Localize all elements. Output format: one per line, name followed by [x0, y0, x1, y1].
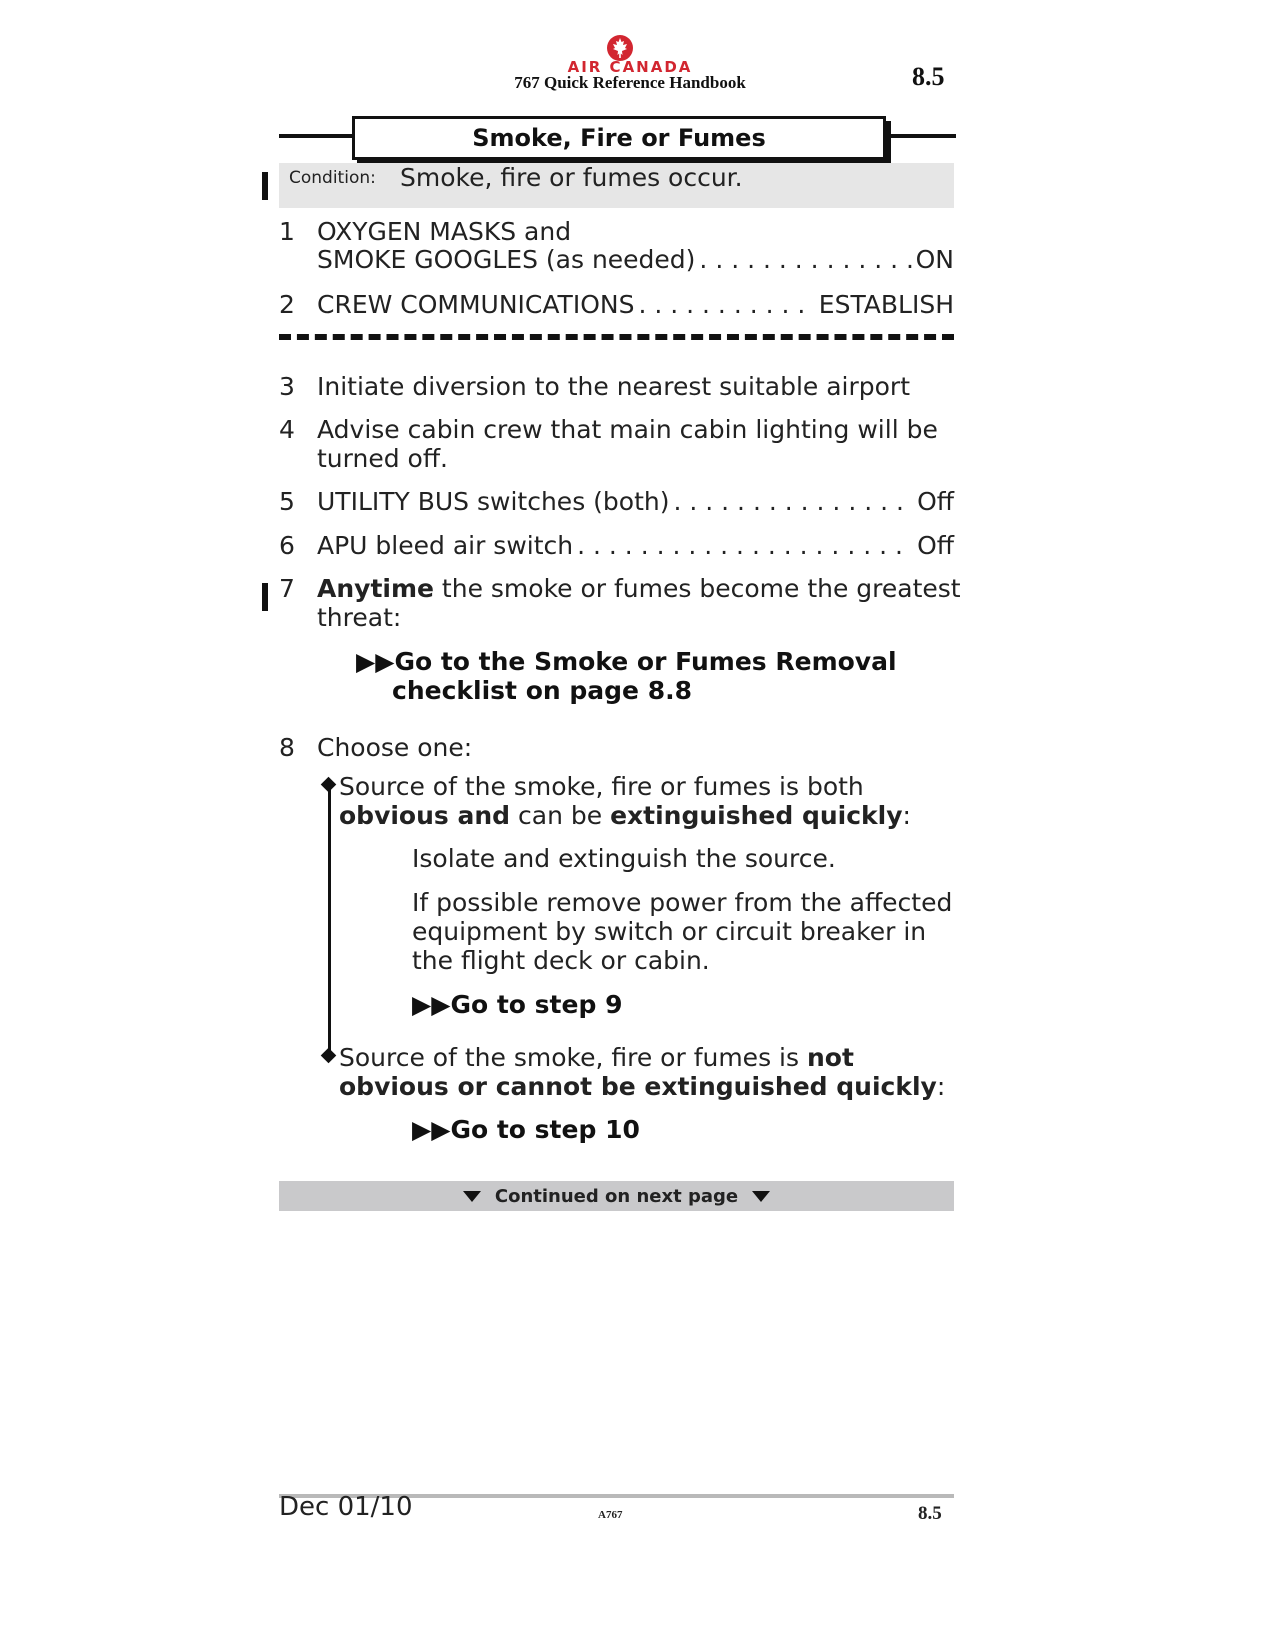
option-emphasis: obvious or cannot be extinguished quickly: [339, 1072, 937, 1101]
option-diamond-icon: [321, 1048, 337, 1064]
change-bar: [262, 583, 268, 611]
step-number: 8: [279, 733, 295, 762]
option-emphasis: obvious and: [339, 801, 511, 830]
step-text: [317, 574, 961, 603]
step-item: [317, 531, 954, 560]
item-name: APU bleed air switch: [317, 531, 574, 560]
step-text: Advise cabin crew that main cabin lighting will be: [317, 415, 938, 444]
goto-text: Go to step 10: [450, 1115, 640, 1144]
step-text: Choose one:: [317, 733, 473, 762]
checklist-title: Smoke, Fire or Fumes: [352, 116, 886, 160]
down-triangle-icon: [752, 1191, 770, 1202]
step-item: [317, 290, 954, 319]
option-text: Source of the smoke, fire or fumes is both: [339, 772, 864, 801]
goto-instruction: [412, 990, 622, 1019]
brand-name: AIR CANADA: [567, 58, 693, 76]
option-diamond-icon: [321, 777, 337, 793]
option-text: [339, 1043, 854, 1072]
option-text: [339, 1072, 945, 1101]
continued-text: Continued on next page: [494, 1185, 739, 1207]
option-text: [339, 801, 911, 830]
goto-text: Go to the Smoke or Fumes Removal: [394, 647, 897, 676]
step-number: 2: [279, 290, 295, 319]
revision-date: Dec 01/10: [279, 1492, 413, 1522]
step-emphasis: Anytime: [317, 574, 434, 603]
goto-instruction-cont: checklist on page 8.8: [392, 676, 692, 705]
option-text-part: can be: [510, 801, 611, 830]
option-text-part: :: [936, 1072, 946, 1101]
step-text: threat:: [317, 603, 402, 632]
option-instruction: the flight deck or cabin.: [412, 946, 710, 975]
item-action: ESTABLISH: [818, 290, 954, 319]
step-text: turned off.: [317, 444, 448, 473]
step-text-rest: the smoke or fumes become the greatest: [433, 574, 961, 603]
leader-dots: [673, 487, 913, 516]
step-number: 5: [279, 487, 295, 516]
memory-items-separator: [279, 334, 954, 340]
leader-dots: [699, 245, 911, 274]
condition-label: Condition:: [289, 168, 376, 188]
step-text: Initiate diversion to the nearest suitable airport: [317, 372, 911, 401]
option-text-part: :: [902, 801, 911, 830]
goto-arrow-icon: ▶▶: [412, 990, 451, 1019]
goto-instruction: [412, 1115, 640, 1144]
item-action: Off: [917, 487, 954, 516]
step-number: 3: [279, 372, 295, 401]
item-name: UTILITY BUS switches (both): [317, 487, 670, 516]
title-rule-left: [279, 134, 353, 138]
handbook-title: 767 Quick Reference Handbook: [514, 73, 746, 92]
leader-dots: [638, 290, 814, 319]
option-instruction: equipment by switch or circuit breaker in: [412, 917, 927, 946]
option-text-part: Source of the smoke, fire or fumes is: [339, 1043, 807, 1072]
step-item: [317, 487, 954, 516]
down-triangle-icon: [463, 1191, 481, 1202]
item-name: SMOKE GOOGLES (as needed): [317, 245, 696, 274]
goto-arrow-icon: ▶▶: [412, 1115, 451, 1144]
leader-dots: [577, 531, 913, 560]
page-number: 8.5: [912, 62, 945, 91]
option-instruction: If possible remove power from the affected: [412, 888, 953, 917]
step-number: 7: [279, 574, 295, 603]
footer-page-number: 8.5: [918, 1503, 942, 1524]
continued-banner: [279, 1181, 954, 1211]
option-emphasis: extinguished quickly: [610, 801, 903, 830]
goto-arrow-icon: ▶▶: [356, 647, 395, 676]
aircraft-code: A767: [598, 1509, 623, 1521]
option-emphasis: not: [806, 1043, 854, 1072]
goto-text: Go to step 9: [450, 990, 623, 1019]
condition-text: Smoke, fire or fumes occur.: [400, 163, 743, 192]
step-number: 4: [279, 415, 295, 444]
option-instruction: Isolate and extinguish the source.: [412, 844, 836, 873]
title-rule-right: [888, 134, 956, 138]
item-name: CREW COMMUNICATIONS: [317, 290, 635, 319]
goto-instruction: [356, 647, 897, 676]
change-bar: [262, 172, 268, 200]
step-item: [317, 245, 954, 274]
step-number: 6: [279, 531, 295, 560]
item-action: Off: [917, 531, 954, 560]
item-action: ON: [915, 245, 954, 274]
option-bracket-line: [328, 785, 331, 1053]
step-text: OXYGEN MASKS and: [317, 217, 572, 246]
step-number: 1: [279, 217, 295, 246]
